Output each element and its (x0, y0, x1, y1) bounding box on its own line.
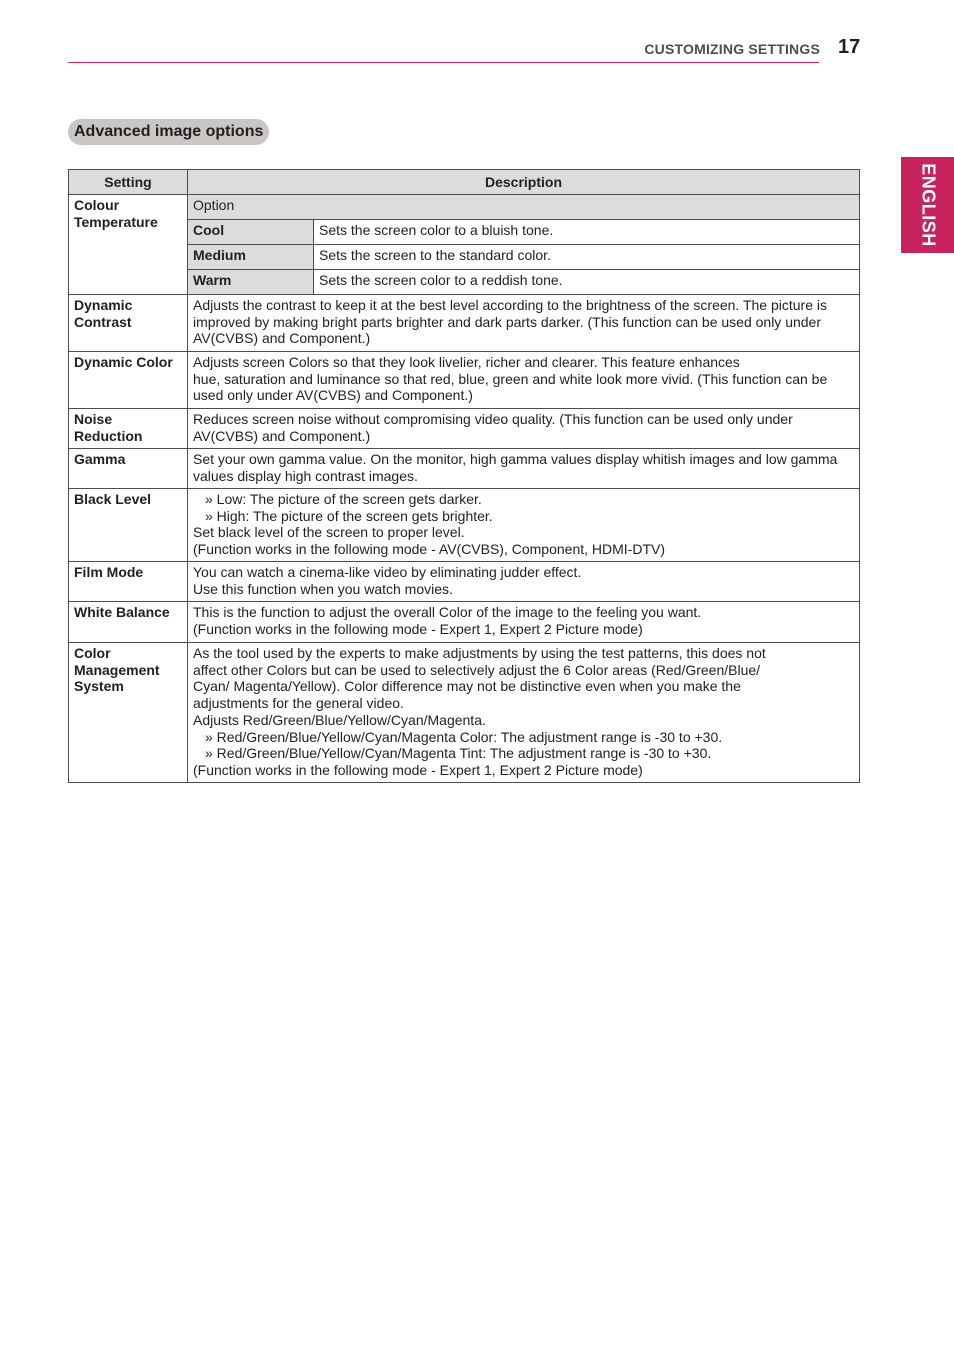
description-line: Reduces screen noise without compromising video quality. (This function can be used only under AV(CVBS) and Component.) (193, 411, 793, 444)
option-row (69, 270, 860, 295)
setting-name (69, 195, 188, 295)
header-setting: Setting (69, 170, 188, 195)
setting-description (188, 449, 860, 489)
description-line: hue, saturation and luminance so that red, blue, green and white look more vivid. (This function can be used only under AV(CVBS) and Component.) (193, 370, 828, 404)
description-line: As the tool used by the experts to make adjustments by using the test patterns, this does not (193, 645, 766, 661)
setting-description (188, 602, 860, 643)
page-number: 17 (838, 36, 861, 58)
table-row (69, 409, 860, 449)
table-row (69, 489, 860, 562)
setting-description (188, 352, 860, 409)
setting-name-text: Colour Temperature (74, 197, 158, 230)
description-line: You can watch a cinema-like video by eliminating judder effect. (193, 564, 582, 580)
table-row (69, 295, 860, 352)
setting-name: Black Level (69, 489, 188, 562)
option-row (69, 245, 860, 270)
option-desc: Sets the screen color to a bluish tone. (314, 220, 860, 245)
table-row (69, 449, 860, 489)
description-bullet: » Red/Green/Blue/Yellow/Cyan/Magenta Color: The adjustment range is -30 to +30. (205, 728, 723, 745)
setting-name: Color Management System (69, 643, 188, 783)
table-row (69, 195, 860, 220)
setting-name: Dynamic Color (69, 352, 188, 409)
description-line: (Function works in the following mode - Expert 1, Expert 2 Picture mode) (193, 761, 643, 778)
setting-description (188, 489, 860, 562)
description-line: (Function works in the following mode - AV(CVBS), Component, HDMI-DTV) (193, 541, 666, 558)
setting-name: White Balance (69, 602, 188, 643)
option-row (69, 220, 860, 245)
description-line: Set black level of the screen to proper level. (193, 524, 465, 541)
table-row (69, 643, 860, 783)
language-tab-label: ENGLISH (918, 163, 938, 247)
running-header-title: CUSTOMIZING SETTINGS (644, 41, 820, 57)
table-row (69, 352, 860, 409)
description-bullet: » Red/Green/Blue/Yellow/Cyan/Magenta Tint: The adjustment range is -30 to +30. (205, 745, 712, 762)
option-desc: Sets the screen color to a reddish tone. (314, 270, 860, 295)
section-title: Advanced image options (68, 119, 269, 145)
header-divider (68, 62, 819, 63)
setting-name: Gamma (69, 449, 188, 489)
description-line: Adjusts the contrast to keep it at the best level according to the brightness of the screen. The picture is improved by making bright parts brighter and dark parts darker. (This function can be used only under AV(CVBS) and Component.) (193, 297, 827, 347)
language-tab (901, 157, 954, 253)
table-header-row (69, 170, 860, 195)
setting-name: Dynamic Contrast (69, 295, 188, 352)
description-line: (Function works in the following mode - Expert 1, Expert 2 Picture mode) (193, 620, 643, 637)
description-line: Adjusts screen Colors so that they look livelier, richer and clearer. This feature enhances (193, 354, 740, 370)
description-line: Adjusts Red/Green/Blue/Yellow/Cyan/Magenta. (193, 711, 486, 728)
table-row (69, 562, 860, 602)
description-line: Use this function when you watch movies. (193, 580, 453, 597)
description-line: adjustments for the general video. (193, 695, 404, 712)
setting-name: Film Mode (69, 562, 188, 602)
option-name: Medium (188, 245, 314, 270)
option-name: Cool (188, 220, 314, 245)
option-desc: Sets the screen to the standard color. (314, 245, 860, 270)
setting-description (188, 295, 860, 352)
description-bullet: » Low: The picture of the screen gets darker. (205, 491, 482, 507)
description-line: This is the function to adjust the overall Color of the image to the feeling you want. (193, 604, 702, 620)
option-header: Option (188, 195, 860, 220)
settings-table (68, 169, 860, 783)
description-line: Cyan/ Magenta/Yellow). Color difference may not be distinctive even when you make the (193, 678, 741, 695)
description-line: Set your own gamma value. On the monitor, high gamma values display whitish images and low gamma values display high contrast images. (193, 451, 838, 484)
description-bullet: » High: The picture of the screen gets brighter. (205, 507, 493, 524)
option-name: Warm (188, 270, 314, 295)
setting-name: Noise Reduction (69, 409, 188, 449)
setting-description (188, 562, 860, 602)
description-line: affect other Colors but can be used to selectively adjust the 6 Color areas (Red/Green/Blue/ (193, 661, 761, 678)
setting-description (188, 409, 860, 449)
header-description: Description (188, 170, 860, 195)
table-row (69, 602, 860, 643)
setting-description (188, 643, 860, 783)
